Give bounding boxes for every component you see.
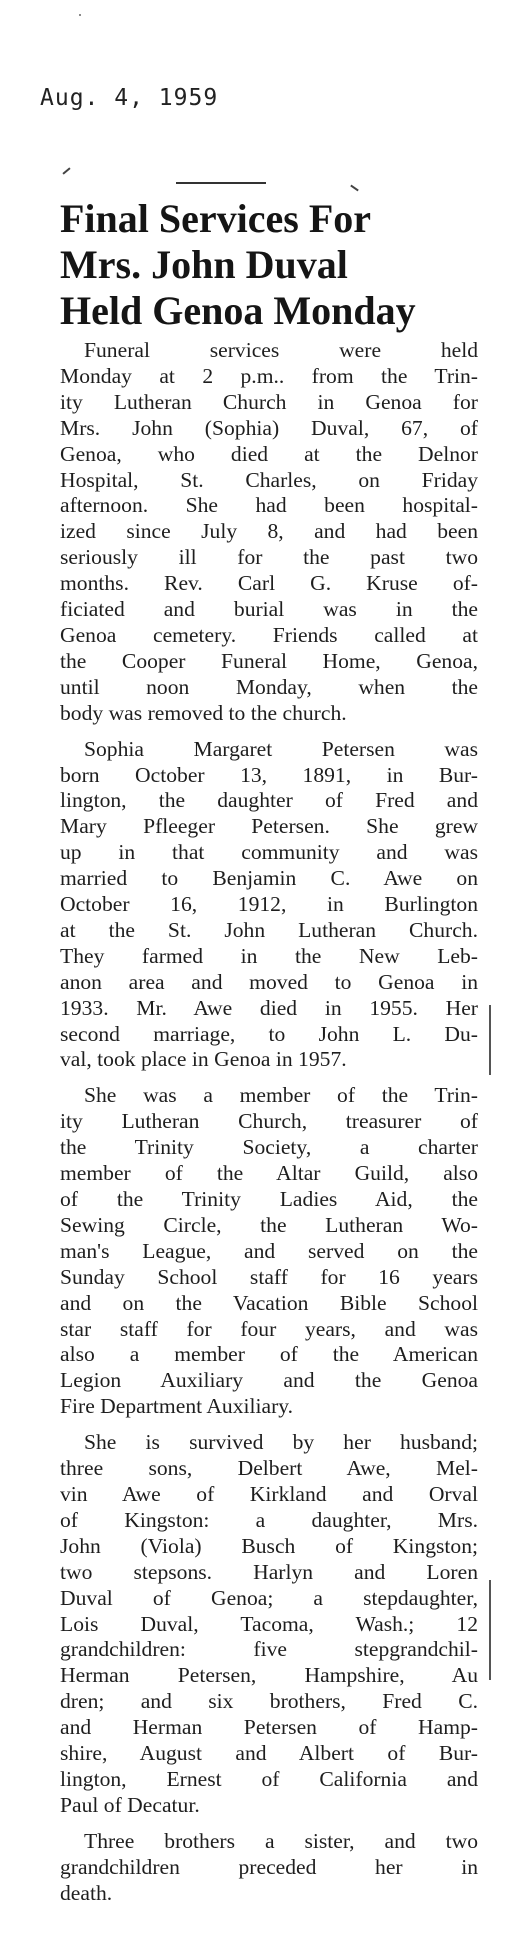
article-line: ized since July 8, and had been xyxy=(60,519,478,544)
headline-line: Final Services For xyxy=(60,196,372,241)
article-line: and Herman Petersen of Hamp- xyxy=(60,1715,478,1740)
article-line: val, took place in Genoa in 1957. xyxy=(60,1047,347,1072)
column-edge-mark xyxy=(489,1005,491,1075)
article-line: married to Benjamin C. Awe on xyxy=(60,866,478,891)
article-line: man's League, and served on the xyxy=(60,1238,478,1263)
article-line: Three brothers a sister, and two xyxy=(84,1828,478,1853)
headline-line: Held Genoa Monday xyxy=(60,288,416,333)
article-line: Sophia Margaret Petersen was xyxy=(84,736,478,761)
article-line: the Trinity Society, a charter xyxy=(60,1135,478,1160)
article-paragraph xyxy=(60,1829,478,1907)
article-line: of the Trinity Ladies Aid, the xyxy=(60,1187,478,1211)
article-line: second marriage, to John L. Du- xyxy=(60,1021,478,1046)
article-line: body was removed to the church. xyxy=(60,700,347,725)
article-line: lington, Ernest of California and xyxy=(60,1766,478,1791)
article-line: vin Awe of Kirkland and Orval xyxy=(60,1481,478,1506)
article-line: Legion Auxiliary and the Genoa xyxy=(60,1368,478,1393)
article-line: shire, August and Albert of Bur- xyxy=(60,1741,478,1766)
article-line: born October 13, 1891, in Bur- xyxy=(60,762,478,787)
clipping-date: Aug. 4, 1959 xyxy=(40,85,219,111)
article-line: anon area and moved to Genoa in xyxy=(60,969,478,994)
decorative-tick-left xyxy=(62,167,70,174)
article-line: two stepsons. Harlyn and Loren xyxy=(60,1559,478,1584)
article-line: star staff for four years, and was xyxy=(60,1316,478,1341)
article-line: member of the Altar Guild, also xyxy=(60,1161,478,1186)
column-edge-mark xyxy=(489,1580,491,1680)
article-line: Lois Duval, Tacoma, Wash.; 12 xyxy=(60,1611,478,1636)
headline xyxy=(60,196,500,334)
article-line: of Kingston: a daughter, Mrs. xyxy=(60,1507,478,1532)
article-line: seriously ill for the past two xyxy=(60,545,478,570)
article-line: up in that community and was xyxy=(60,840,478,865)
article-line: three sons, Delbert Awe, Mel- xyxy=(60,1456,478,1481)
article-line: Duval of Genoa; a stepdaughter, xyxy=(60,1585,478,1610)
article-line: grandchildren: five stepgrandchil- xyxy=(60,1637,478,1662)
article-line: Funeral services were held xyxy=(84,338,478,362)
article-line: Fire Department Auxiliary. xyxy=(60,1394,294,1419)
article-line: She is survived by her husband; xyxy=(84,1430,478,1455)
article-line: Mrs. John (Sophia) Duval, 67, of xyxy=(60,415,478,440)
article-line: 1933. Mr. Awe died in 1955. Her xyxy=(60,995,478,1020)
article-body xyxy=(60,338,478,1916)
article-line: Genoa, who died at the Delnor xyxy=(60,441,478,466)
article-line: afternoon. She had been hospital- xyxy=(60,493,478,518)
article-line: They farmed in the New Leb- xyxy=(60,943,478,968)
article-paragraph xyxy=(60,737,478,1074)
article-line: months. Rev. Carl G. Kruse of- xyxy=(60,571,478,596)
article-line: Hospital, St. Charles, on Friday xyxy=(60,467,478,492)
article-line: Paul of Decatur. xyxy=(60,1792,200,1817)
article-line: Genoa cemetery. Friends called at xyxy=(60,622,478,647)
article-line: October 16, 1912, in Burlington xyxy=(60,892,478,917)
article-line: grandchildren preceded her in xyxy=(60,1854,478,1879)
article-line: also a member of the American xyxy=(60,1342,478,1367)
article-line: dren; and six brothers, Fred C. xyxy=(60,1689,478,1714)
article-line: Sunday School staff for 16 years xyxy=(60,1264,478,1289)
article-line: at the St. John Lutheran Church. xyxy=(60,917,478,942)
headline-rule xyxy=(176,182,266,184)
decorative-tick-right xyxy=(350,185,359,192)
article-paragraph xyxy=(60,338,478,727)
headline-line: Mrs. John Duval xyxy=(60,242,348,287)
article-line: She was a member of the Trin- xyxy=(84,1083,478,1108)
article-line: ity Lutheran Church in Genoa for xyxy=(60,389,478,414)
article-line: lington, the daughter of Fred and xyxy=(60,788,478,813)
article-line: ficiated and burial was in the xyxy=(60,597,478,622)
article-line: Monday at 2 p.m.. from the Trin- xyxy=(60,363,478,388)
article-paragraph xyxy=(60,1430,478,1819)
article-paragraph xyxy=(60,1083,478,1420)
article-line: Sewing Circle, the Lutheran Wo- xyxy=(60,1212,478,1237)
article-line: the Cooper Funeral Home, Genoa, xyxy=(60,648,478,673)
article-line: until noon Monday, when the xyxy=(60,674,478,699)
article-line: death. xyxy=(60,1880,113,1905)
article-line: Mary Pfleeger Petersen. She grew xyxy=(60,814,478,839)
article-line: John (Viola) Busch of Kingston; xyxy=(60,1533,478,1558)
article-line: and on the Vacation Bible School xyxy=(60,1290,478,1315)
article-line: Herman Petersen, Hampshire, Au xyxy=(60,1663,478,1688)
paper-speck xyxy=(79,14,81,16)
article-line: ity Lutheran Church, treasurer of xyxy=(60,1109,478,1134)
